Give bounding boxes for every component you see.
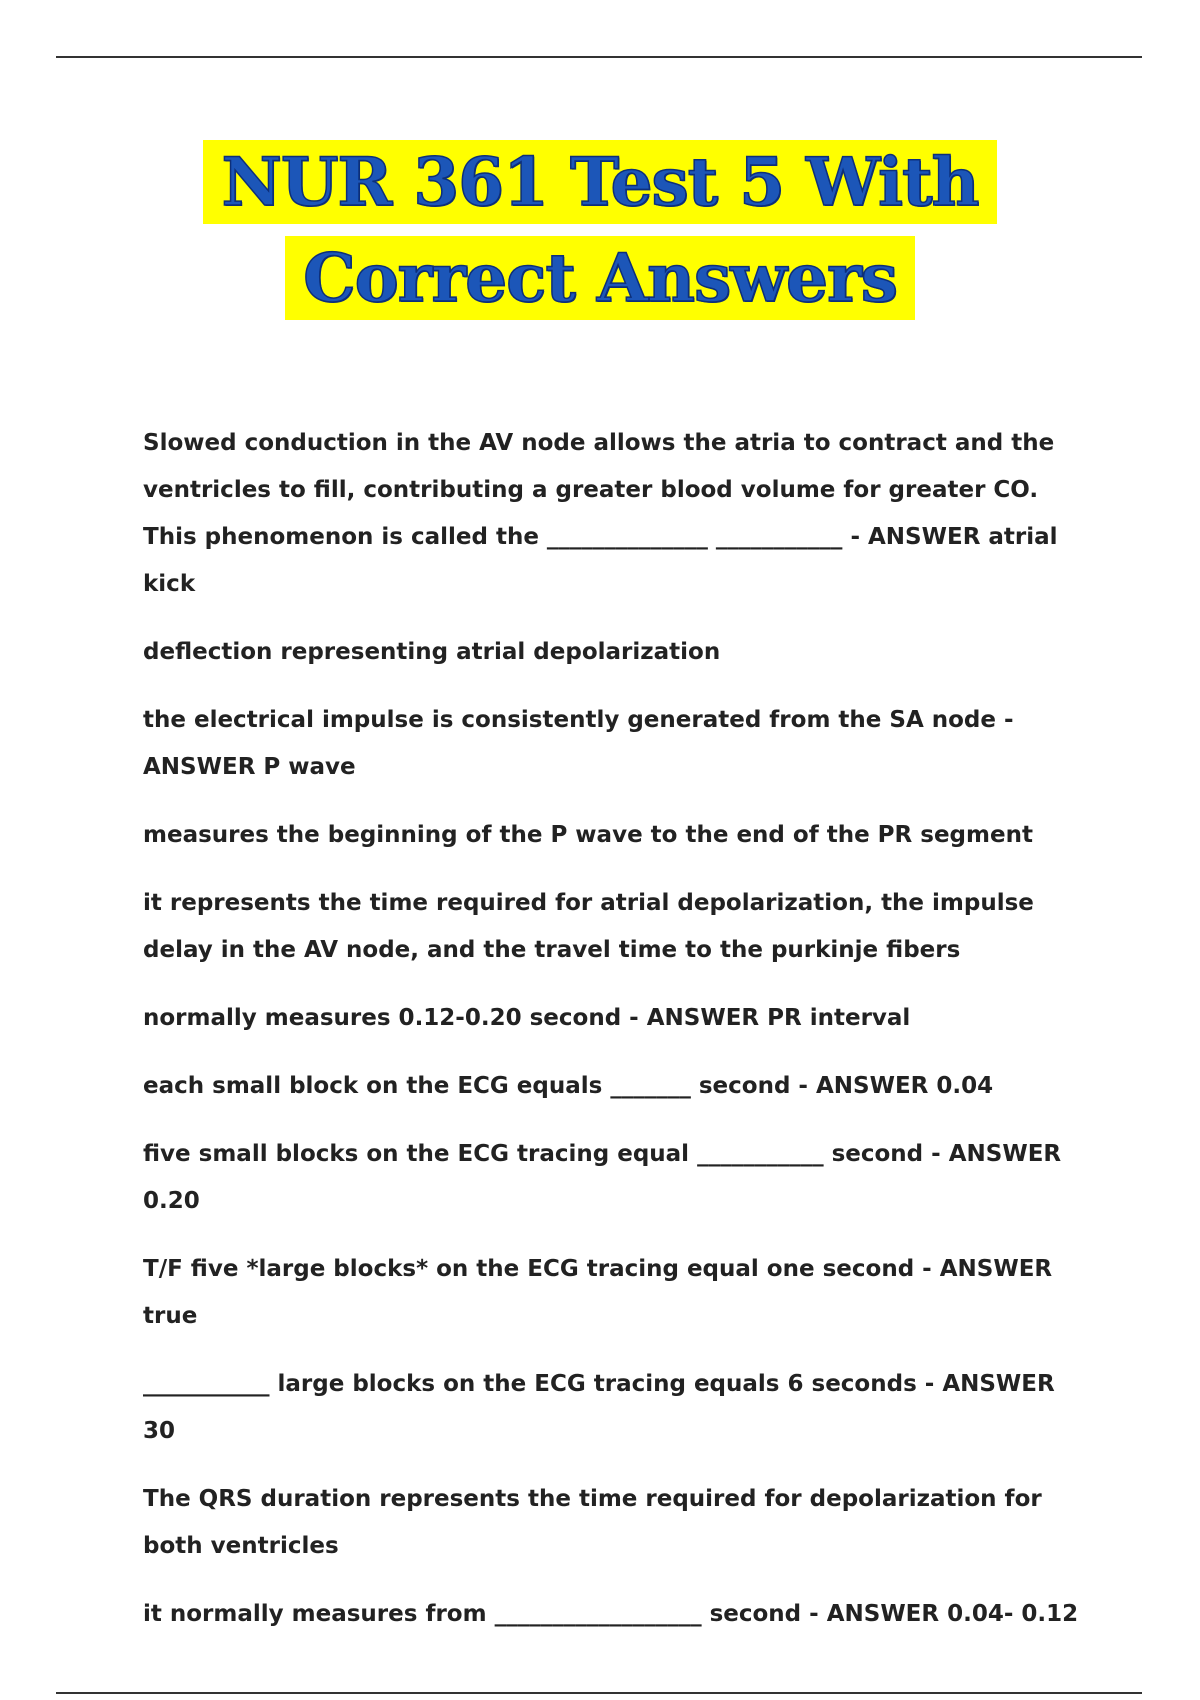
qa-item: T/F five *large blocks* on the ECG tracing equal one second - ANSWER true: [143, 1256, 1053, 1329]
qa-item: it normally measures from __________________ second - ANSWER 0.04- 0.12: [143, 1601, 1079, 1627]
qa-item: each small block on the ECG equals _______ second - ANSWER 0.04: [143, 1073, 994, 1099]
bottom-divider: [56, 1692, 1142, 1694]
title-line-1: NUR 361 Test 5 With: [203, 140, 996, 224]
qa-item: deflection representing atrial depolarization: [143, 639, 721, 665]
qa-item: The QRS duration represents the time required for depolarization for both ventricles: [143, 1486, 1042, 1559]
qa-item: normally measures 0.12-0.20 second - ANSWER PR interval: [143, 1005, 911, 1031]
qa-item: measures the beginning of the P wave to the end of the PR segment: [143, 822, 1033, 848]
question-answer-list: [143, 420, 1083, 1659]
qa-item: the electrical impulse is consistently generated from the SA node - ANSWER P wave: [143, 707, 1014, 780]
qa-item: Slowed conduction in the AV node allows the atria to contract and the ventricles to fill, contributing a greater blood volume for greater CO. This phenomenon is called the ______________ ___________ - ANSWER atrial kick: [143, 430, 1058, 597]
title-line-2: Correct Answers: [285, 236, 915, 320]
document-title: [0, 140, 1200, 320]
qa-item: five small blocks on the ECG tracing equal ___________ second - ANSWER 0.20: [143, 1141, 1062, 1214]
qa-item: ___________ large blocks on the ECG tracing equals 6 seconds - ANSWER 30: [143, 1371, 1055, 1444]
qa-item: it represents the time required for atrial depolarization, the impulse delay in the AV node, and the travel time to the purkinje fibers: [143, 890, 1034, 963]
top-divider: [56, 56, 1142, 58]
